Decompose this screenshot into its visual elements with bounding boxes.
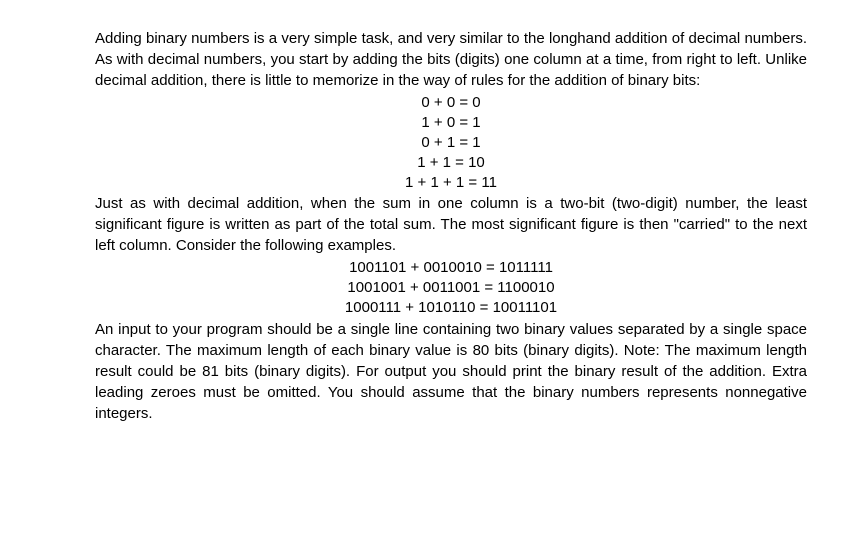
intro-paragraph: Adding binary numbers is a very simple task, and very similar to the longhand addition of decimal numbers. As with decimal numbers, you start by adding the bits (digits) one column at a time, from right to left. Unlike decimal addition, there is little to memorize in the way of rules for the addition of binary bits: xyxy=(95,30,807,89)
rule-line: 0 + 0 = 0 xyxy=(421,94,481,111)
rule-line: 1 + 0 = 1 xyxy=(421,114,481,131)
examples-block xyxy=(95,258,807,318)
rule-line: 1 + 1 = 10 xyxy=(417,154,485,171)
example-line: 1001101 + 0010010 = 1011111 xyxy=(349,259,553,276)
document-body xyxy=(95,28,807,424)
rule-line: 1 + 1 + 1 = 11 xyxy=(405,174,497,191)
example-line: 1001001 + 0011001 = 1100010 xyxy=(347,279,555,296)
carry-paragraph: Just as with decimal addition, when the sum in one column is a two-bit (two-digit) number, the least significant figure is written as part of the total sum. The most significant figure is then "carried" to the next left column. Consider the following examples. xyxy=(95,195,807,254)
rule-line: 0 + 1 = 1 xyxy=(421,134,481,151)
io-paragraph: An input to your program should be a single line containing two binary values separated by a single space character. The maximum length of each binary value is 80 bits (binary digits). Note: The maximum length result could be 81 bits (binary digits). For output you should print the binary result of the addition. Extra leading zeroes must be omitted. You should assume that the binary numbers represents nonnegative integers. xyxy=(95,321,807,422)
example-line: 1000111 + 1010110 = 10011101 xyxy=(344,299,558,316)
rules-block xyxy=(95,93,807,193)
